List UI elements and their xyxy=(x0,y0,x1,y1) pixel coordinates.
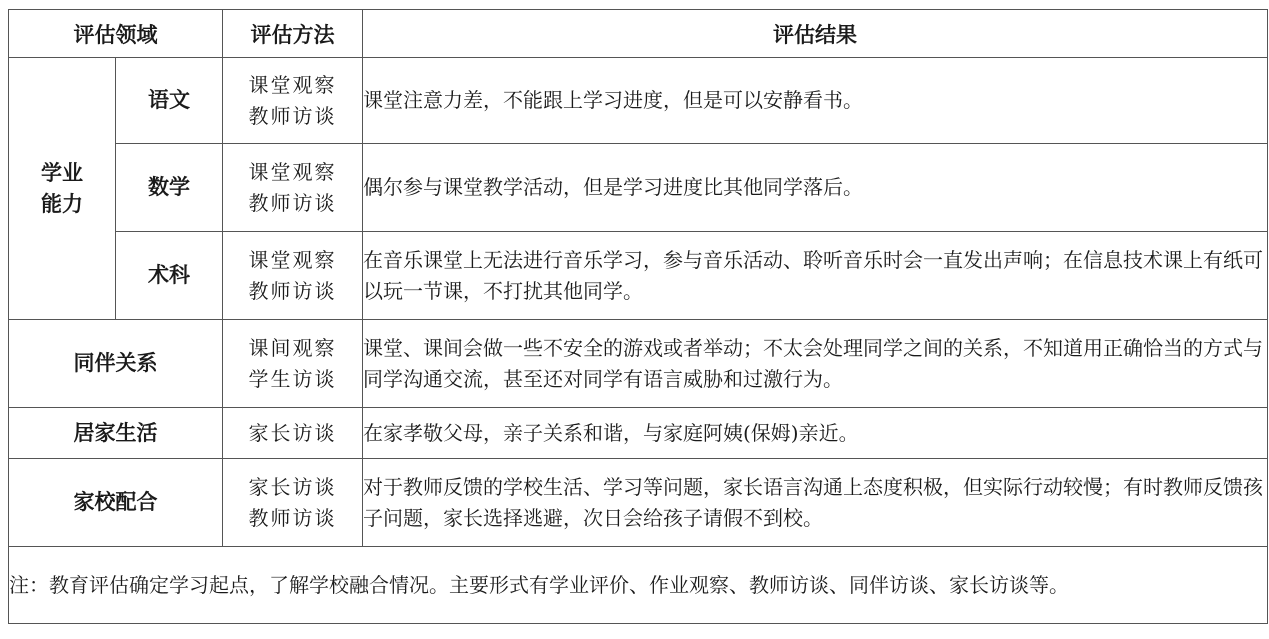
table-row xyxy=(9,320,1268,408)
subject-math: 数学 xyxy=(116,144,223,232)
result-cell: 课堂注意力差，不能跟上学习进度，但是可以安静看书。 xyxy=(363,58,1268,144)
header-method: 评估方法 xyxy=(223,10,363,58)
method-line: 家长访谈 xyxy=(248,420,337,445)
table-row xyxy=(9,408,1268,459)
table-row xyxy=(9,58,1268,144)
method-line: 教师访谈 xyxy=(248,103,337,128)
domain-home-school-cooperation: 家校配合 xyxy=(9,459,223,547)
domain-peer-relations: 同伴关系 xyxy=(9,320,223,408)
group-academic-ability xyxy=(9,58,116,320)
table-note: 注：教育评估确定学习起点，了解学校融合情况。主要形式有学业评价、作业观察、教师访谈、同伴访谈、家长访谈等。 xyxy=(9,547,1268,624)
method-line: 教师访谈 xyxy=(248,278,337,303)
table-row xyxy=(9,144,1268,232)
subject-chinese: 语文 xyxy=(116,58,223,144)
method-line: 家长访谈 xyxy=(248,474,337,499)
method-line: 学生访谈 xyxy=(248,366,337,391)
method-cell xyxy=(223,232,363,320)
result-cell: 偶尔参与课堂教学活动，但是学习进度比其他同学落后。 xyxy=(363,144,1268,232)
group-label: 学业能力 xyxy=(41,160,83,216)
method-line: 课堂观察 xyxy=(248,72,337,97)
table-row xyxy=(9,459,1268,547)
result-cell: 在家孝敬父母，亲子关系和谐，与家庭阿姨(保姆)亲近。 xyxy=(363,408,1268,459)
result-cell: 对于教师反馈的学校生活、学习等问题，家长语言沟通上态度积极，但实际行动较慢；有时教师反馈孩子问题，家长选择逃避，次日会给孩子请假不到校。 xyxy=(363,459,1268,547)
table-row xyxy=(9,232,1268,320)
method-line: 教师访谈 xyxy=(248,505,337,530)
note-row xyxy=(9,547,1268,624)
method-cell xyxy=(223,459,363,547)
method-cell xyxy=(223,144,363,232)
method-cell xyxy=(223,58,363,144)
header-domain: 评估领域 xyxy=(9,10,223,58)
header-result: 评估结果 xyxy=(363,10,1268,58)
method-line: 课堂观察 xyxy=(248,159,337,184)
subject-arts: 术科 xyxy=(116,232,223,320)
assessment-table xyxy=(8,9,1268,624)
method-cell xyxy=(223,320,363,408)
header-row xyxy=(9,10,1268,58)
result-cell: 在音乐课堂上无法进行音乐学习，参与音乐活动、聆听音乐时会一直发出声响；在信息技术课上有纸可以玩一节课，不打扰其他同学。 xyxy=(363,232,1268,320)
domain-home-life: 居家生活 xyxy=(9,408,223,459)
method-line: 课堂观察 xyxy=(248,247,337,272)
method-line: 课间观察 xyxy=(248,335,337,360)
result-cell: 课堂、课间会做一些不安全的游戏或者举动；不太会处理同学之间的关系，不知道用正确恰当的方式与同学沟通交流，甚至还对同学有语言威胁和过激行为。 xyxy=(363,320,1268,408)
method-cell xyxy=(223,408,363,459)
method-line: 教师访谈 xyxy=(248,190,337,215)
